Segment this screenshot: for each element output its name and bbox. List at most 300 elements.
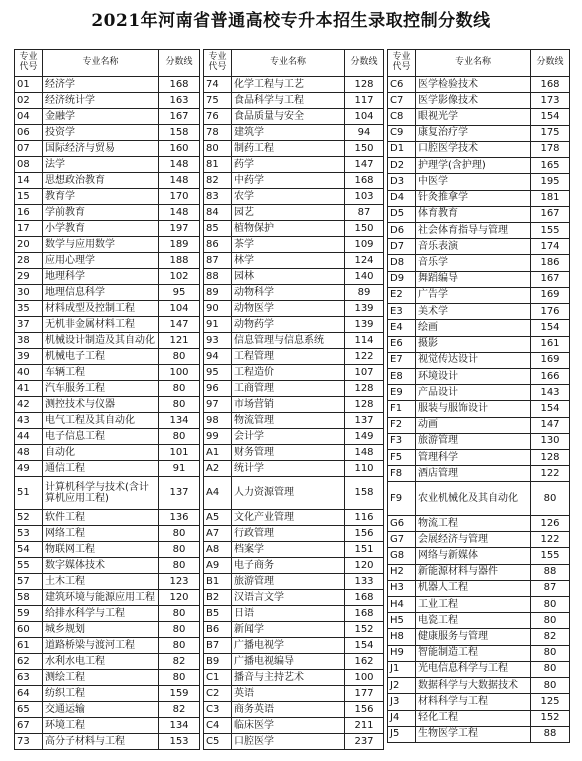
row-code: 08 (15, 157, 43, 173)
row-name: 新能源材料与器件 (416, 564, 531, 580)
row-name: 教育学 (43, 189, 159, 205)
table-row (15, 285, 200, 301)
table-row (15, 237, 200, 253)
row-code: D5 (388, 206, 416, 222)
row-name: 计算机科学与技术(含计算机应用工程) (43, 477, 159, 510)
row-name: 测控技术与仪器 (43, 397, 159, 413)
header-code: 专业代号 (388, 50, 416, 77)
row-name: 制药工程 (232, 141, 345, 157)
row-name: 茶学 (232, 237, 345, 253)
row-score: 139 (345, 301, 384, 317)
row-code: E8 (388, 368, 416, 384)
row-score: 169 (531, 287, 570, 303)
row-code: 96 (204, 381, 232, 397)
row-code: E6 (388, 336, 416, 352)
row-code: 93 (204, 333, 232, 349)
row-score: 102 (159, 269, 200, 285)
row-score: 148 (159, 205, 200, 221)
table-row (388, 450, 570, 466)
row-name: 纺织工程 (43, 686, 159, 702)
row-code: D7 (388, 239, 416, 255)
row-name: 广告学 (416, 287, 531, 303)
row-code: 40 (15, 365, 43, 381)
table-row (204, 333, 384, 349)
header-name: 专业名称 (43, 50, 159, 77)
header-code: 专业代号 (15, 50, 43, 77)
row-code: H5 (388, 613, 416, 629)
row-name: 医学检验技术 (416, 77, 531, 93)
row-name: 材料成型及控制工程 (43, 301, 159, 317)
row-name: 工程造价 (232, 365, 345, 381)
row-code: 30 (15, 285, 43, 301)
row-code: D1 (388, 141, 416, 157)
table-row (388, 239, 570, 255)
row-name: 市场营销 (232, 397, 345, 413)
row-name: 体育教育 (416, 206, 531, 222)
row-code: 43 (15, 413, 43, 429)
row-name: 建筑学 (232, 125, 345, 141)
row-score: 211 (345, 718, 384, 734)
row-score: 134 (159, 718, 200, 734)
row-code: 20 (15, 237, 43, 253)
row-code: 83 (204, 189, 232, 205)
row-code: J2 (388, 678, 416, 694)
row-score: 80 (159, 397, 200, 413)
table-row (204, 157, 384, 173)
row-name: 机械设计制造及其自动化 (43, 333, 159, 349)
score-table-3 (387, 49, 570, 743)
row-code: G7 (388, 532, 416, 548)
row-score: 89 (345, 285, 384, 301)
row-score: 80 (159, 606, 200, 622)
table-row (204, 189, 384, 205)
row-name: 临床医学 (232, 718, 345, 734)
table-row (204, 510, 384, 526)
row-code: J3 (388, 694, 416, 710)
row-code: A5 (204, 510, 232, 526)
row-code: C7 (388, 93, 416, 109)
row-name: 日语 (232, 606, 345, 622)
row-name: 电子信息工程 (43, 429, 159, 445)
table-row (204, 381, 384, 397)
row-name: 网络工程 (43, 526, 159, 542)
row-code: 42 (15, 397, 43, 413)
table-row (388, 417, 570, 433)
table-header-row (388, 50, 570, 77)
table-row (15, 253, 200, 269)
row-score: 80 (531, 613, 570, 629)
row-code: 67 (15, 718, 43, 734)
row-code: J4 (388, 710, 416, 726)
row-code: 82 (204, 173, 232, 189)
row-score: 155 (531, 548, 570, 564)
row-score: 147 (531, 417, 570, 433)
row-code: 99 (204, 429, 232, 445)
row-name: 商务英语 (232, 702, 345, 718)
row-code: H8 (388, 629, 416, 645)
row-score: 124 (345, 253, 384, 269)
row-score: 152 (531, 710, 570, 726)
row-name: 管理科学 (416, 450, 531, 466)
table-row (388, 336, 570, 352)
table-row (204, 477, 384, 510)
row-score: 166 (531, 368, 570, 384)
row-score: 168 (159, 77, 200, 93)
row-code: 97 (204, 397, 232, 413)
row-name: 交通运输 (43, 702, 159, 718)
table-row (388, 661, 570, 677)
row-score: 80 (159, 638, 200, 654)
row-code: B1 (204, 574, 232, 590)
row-name: 生物医学工程 (416, 726, 531, 742)
row-score: 114 (345, 333, 384, 349)
row-name: 园林 (232, 269, 345, 285)
row-score: 110 (345, 461, 384, 477)
row-score: 134 (159, 413, 200, 429)
table-row (388, 401, 570, 417)
row-name: 眼视光学 (416, 109, 531, 125)
row-score: 168 (345, 606, 384, 622)
row-score: 148 (159, 173, 200, 189)
row-code: 75 (204, 93, 232, 109)
row-score: 80 (159, 429, 200, 445)
row-code: G6 (388, 515, 416, 531)
row-name: 网络与新媒体 (416, 548, 531, 564)
row-score: 168 (345, 173, 384, 189)
row-name: 建筑环境与能源应用工程 (43, 590, 159, 606)
row-score: 167 (531, 206, 570, 222)
table-row (388, 271, 570, 287)
table-row (204, 590, 384, 606)
row-code: 38 (15, 333, 43, 349)
row-score: 147 (159, 317, 200, 333)
row-name: 金融学 (43, 109, 159, 125)
table-row (204, 173, 384, 189)
row-score: 80 (159, 526, 200, 542)
row-name: 舞蹈编导 (416, 271, 531, 287)
row-code: A4 (204, 477, 232, 510)
table-row (204, 445, 384, 461)
table-row (388, 255, 570, 271)
page-title: 2021年河南省普通高校专升本招生录取控制分数线 (91, 11, 491, 31)
row-name: 动物科学 (232, 285, 345, 301)
table-row (388, 125, 570, 141)
row-name: 轻化工程 (416, 710, 531, 726)
table-row (15, 157, 200, 173)
table-row (15, 93, 200, 109)
table-row (388, 678, 570, 694)
table-row (388, 694, 570, 710)
table-row (15, 526, 200, 542)
row-code: 06 (15, 125, 43, 141)
row-code: 89 (204, 285, 232, 301)
row-name: 电气工程及其自动化 (43, 413, 159, 429)
row-score: 122 (345, 349, 384, 365)
table-row (388, 710, 570, 726)
table-row (204, 413, 384, 429)
table-row (15, 413, 200, 429)
row-score: 117 (345, 93, 384, 109)
row-name: 英语 (232, 686, 345, 702)
table-row (204, 702, 384, 718)
row-score: 154 (531, 320, 570, 336)
row-name: 食品质量与安全 (232, 109, 345, 125)
table-row (388, 190, 570, 206)
row-name: 数据科学与大数据技术 (416, 678, 531, 694)
row-score: 137 (345, 413, 384, 429)
table-row (204, 221, 384, 237)
row-score: 123 (159, 574, 200, 590)
table-row (204, 253, 384, 269)
table-row (204, 93, 384, 109)
row-name: 新闻学 (232, 622, 345, 638)
row-score: 122 (531, 532, 570, 548)
row-code: 48 (15, 445, 43, 461)
row-name: 行政管理 (232, 526, 345, 542)
row-score: 80 (159, 381, 200, 397)
row-score: 80 (531, 597, 570, 613)
row-score: 150 (345, 221, 384, 237)
row-name: 康复治疗学 (416, 125, 531, 141)
table-row (204, 670, 384, 686)
row-code: 49 (15, 461, 43, 477)
row-code: 57 (15, 574, 43, 590)
row-name: 投资学 (43, 125, 159, 141)
row-code: 81 (204, 157, 232, 173)
row-code: E3 (388, 304, 416, 320)
row-code: 55 (15, 558, 43, 574)
row-score: 148 (159, 157, 200, 173)
row-code: C3 (204, 702, 232, 718)
row-score: 122 (531, 466, 570, 482)
row-name: 视觉传达设计 (416, 352, 531, 368)
table-row (15, 269, 200, 285)
table-row (388, 482, 570, 515)
row-score: 133 (345, 574, 384, 590)
row-name: 测绘工程 (43, 670, 159, 686)
row-score: 168 (531, 77, 570, 93)
row-code: 90 (204, 301, 232, 317)
table-row (388, 532, 570, 548)
row-score: 103 (345, 189, 384, 205)
row-code: A7 (204, 526, 232, 542)
table-row (388, 385, 570, 401)
row-score: 80 (159, 542, 200, 558)
table-row (388, 93, 570, 109)
row-name: 广播电视编导 (232, 654, 345, 670)
row-score: 88 (531, 564, 570, 580)
row-code: H2 (388, 564, 416, 580)
row-score: 107 (345, 365, 384, 381)
table-row (15, 510, 200, 526)
table-row (388, 564, 570, 580)
row-score: 176 (531, 304, 570, 320)
row-code: 74 (204, 77, 232, 93)
row-score: 158 (345, 477, 384, 510)
table-row (204, 237, 384, 253)
row-name: 通信工程 (43, 461, 159, 477)
row-code: 63 (15, 670, 43, 686)
row-code: C1 (204, 670, 232, 686)
row-code: J5 (388, 726, 416, 742)
row-score: 188 (159, 253, 200, 269)
row-score: 153 (159, 734, 200, 750)
row-score: 181 (531, 190, 570, 206)
row-name: 口腔医学 (232, 734, 345, 750)
row-name: 自动化 (43, 445, 159, 461)
table-row (15, 542, 200, 558)
row-score: 109 (345, 237, 384, 253)
row-code: F3 (388, 433, 416, 449)
row-name: 城乡规划 (43, 622, 159, 638)
row-name: 档案学 (232, 542, 345, 558)
row-code: D2 (388, 158, 416, 174)
table-row (204, 622, 384, 638)
table-row (388, 141, 570, 157)
row-code: G8 (388, 548, 416, 564)
score-table-2 (203, 49, 384, 750)
table-row (388, 645, 570, 661)
row-name: 农业机械化及其自动化 (416, 482, 531, 515)
row-code: D4 (388, 190, 416, 206)
row-score: 87 (531, 580, 570, 596)
row-code: 51 (15, 477, 43, 510)
row-score: 121 (159, 333, 200, 349)
table-row (388, 304, 570, 320)
table-row (388, 368, 570, 384)
row-score: 128 (345, 397, 384, 413)
table-row (15, 606, 200, 622)
row-name: 会计学 (232, 429, 345, 445)
row-name: 药学 (232, 157, 345, 173)
row-score: 158 (159, 125, 200, 141)
row-name: 人力资源管理 (232, 477, 345, 510)
row-score: 195 (531, 174, 570, 190)
row-code: F8 (388, 466, 416, 482)
row-name: 经济学 (43, 77, 159, 93)
row-score: 95 (159, 285, 200, 301)
row-code: 59 (15, 606, 43, 622)
row-score: 174 (531, 239, 570, 255)
row-name: 绘画 (416, 320, 531, 336)
table-row (388, 466, 570, 482)
row-code: 01 (15, 77, 43, 93)
row-code: C6 (388, 77, 416, 93)
row-score: 128 (531, 450, 570, 466)
row-code: 78 (204, 125, 232, 141)
row-score: 125 (531, 694, 570, 710)
row-code: D8 (388, 255, 416, 271)
row-score: 149 (345, 429, 384, 445)
row-score: 100 (345, 670, 384, 686)
row-name: 会展经济与管理 (416, 532, 531, 548)
row-name: 工程管理 (232, 349, 345, 365)
row-name: 美术学 (416, 304, 531, 320)
row-name: 统计学 (232, 461, 345, 477)
row-code: 54 (15, 542, 43, 558)
row-score: 80 (159, 622, 200, 638)
row-code: 94 (204, 349, 232, 365)
row-code: A8 (204, 542, 232, 558)
table-row (15, 558, 200, 574)
row-name: 口腔医学技术 (416, 141, 531, 157)
table-row (388, 597, 570, 613)
row-score: 139 (345, 317, 384, 333)
row-code: 91 (204, 317, 232, 333)
row-name: 应用心理学 (43, 253, 159, 269)
row-score: 150 (345, 141, 384, 157)
row-score: 80 (159, 670, 200, 686)
table-header-row (204, 50, 384, 77)
table-row (15, 221, 200, 237)
table-row (204, 365, 384, 381)
row-score: 116 (345, 510, 384, 526)
row-score: 147 (345, 157, 384, 173)
row-name: 摄影 (416, 336, 531, 352)
row-name: 社会体育指导与管理 (416, 222, 531, 238)
row-name: 服装与服饰设计 (416, 401, 531, 417)
row-name: 智能制造工程 (416, 645, 531, 661)
row-score: 168 (345, 590, 384, 606)
row-name: 中药学 (232, 173, 345, 189)
row-name: 动物医学 (232, 301, 345, 317)
row-score: 154 (531, 401, 570, 417)
row-code: D6 (388, 222, 416, 238)
row-score: 167 (159, 109, 200, 125)
row-code: 86 (204, 237, 232, 253)
row-score: 170 (159, 189, 200, 205)
row-score: 80 (531, 678, 570, 694)
row-name: 环境设计 (416, 368, 531, 384)
table-row (204, 141, 384, 157)
row-code: 17 (15, 221, 43, 237)
row-score: 151 (345, 542, 384, 558)
row-name: 高分子材料与工程 (43, 734, 159, 750)
row-code: C2 (204, 686, 232, 702)
row-code: 80 (204, 141, 232, 157)
row-score: 160 (159, 141, 200, 157)
row-code: B2 (204, 590, 232, 606)
row-score: 100 (159, 365, 200, 381)
row-name: 地理科学 (43, 269, 159, 285)
row-score: 82 (159, 702, 200, 718)
header-name: 专业名称 (232, 50, 345, 77)
row-name: 音乐学 (416, 255, 531, 271)
table-row (15, 670, 200, 686)
row-score: 126 (531, 515, 570, 531)
row-score: 104 (345, 109, 384, 125)
row-score: 136 (159, 510, 200, 526)
table-header-row (15, 50, 200, 77)
row-code: 64 (15, 686, 43, 702)
row-code: E9 (388, 385, 416, 401)
row-score: 88 (531, 726, 570, 742)
table-row (204, 606, 384, 622)
table-row (15, 173, 200, 189)
row-name: 物联网工程 (43, 542, 159, 558)
row-code: 02 (15, 93, 43, 109)
row-name: 产品设计 (416, 385, 531, 401)
row-code: 07 (15, 141, 43, 157)
table-row (15, 77, 200, 93)
row-name: 物流工程 (416, 515, 531, 531)
row-code: B6 (204, 622, 232, 638)
row-code: 58 (15, 590, 43, 606)
row-name: 机器人工程 (416, 580, 531, 596)
row-code: D3 (388, 174, 416, 190)
table-row (15, 429, 200, 445)
table-row (15, 109, 200, 125)
